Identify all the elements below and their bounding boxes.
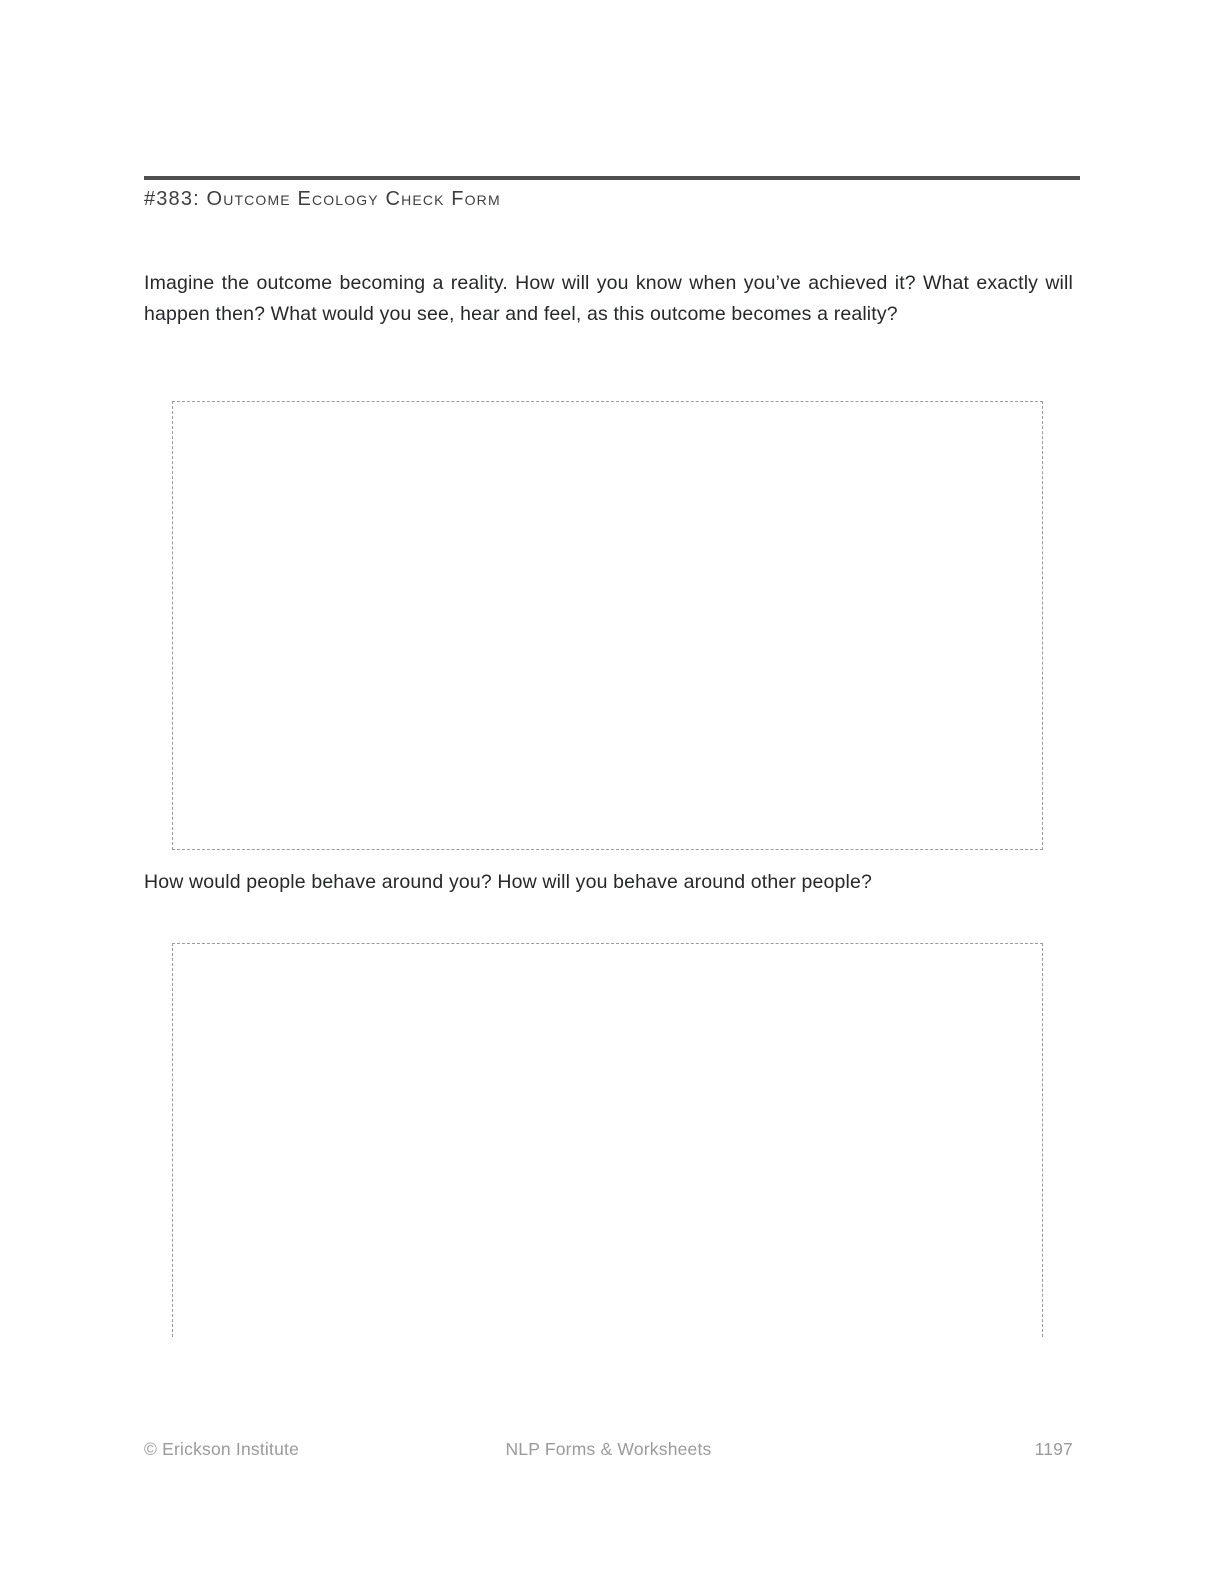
page-footer <box>144 1436 1073 1462</box>
footer-copyright: © Erickson Institute <box>144 1439 300 1459</box>
footer-document-title: NLP Forms & Worksheets <box>505 1439 712 1459</box>
prompt-outcome-reality: Imagine the outcome becoming a reality. How will you know when you’ve achieved it? What exactly will happen then? What would you see, hear and feel, as this outcome becomes a reality? <box>144 272 1073 325</box>
header-rule <box>144 176 1080 180</box>
answer-area-people-behavior[interactable] <box>172 943 1043 1337</box>
prompt-people-behavior: How would people behave around you? How will you behave around other people? <box>144 871 872 893</box>
answer-area-outcome-reality[interactable] <box>172 401 1043 850</box>
page-title: #383: Outcome Ecology Check Form <box>144 188 501 210</box>
footer-page-number: 1197 <box>1034 1439 1073 1459</box>
